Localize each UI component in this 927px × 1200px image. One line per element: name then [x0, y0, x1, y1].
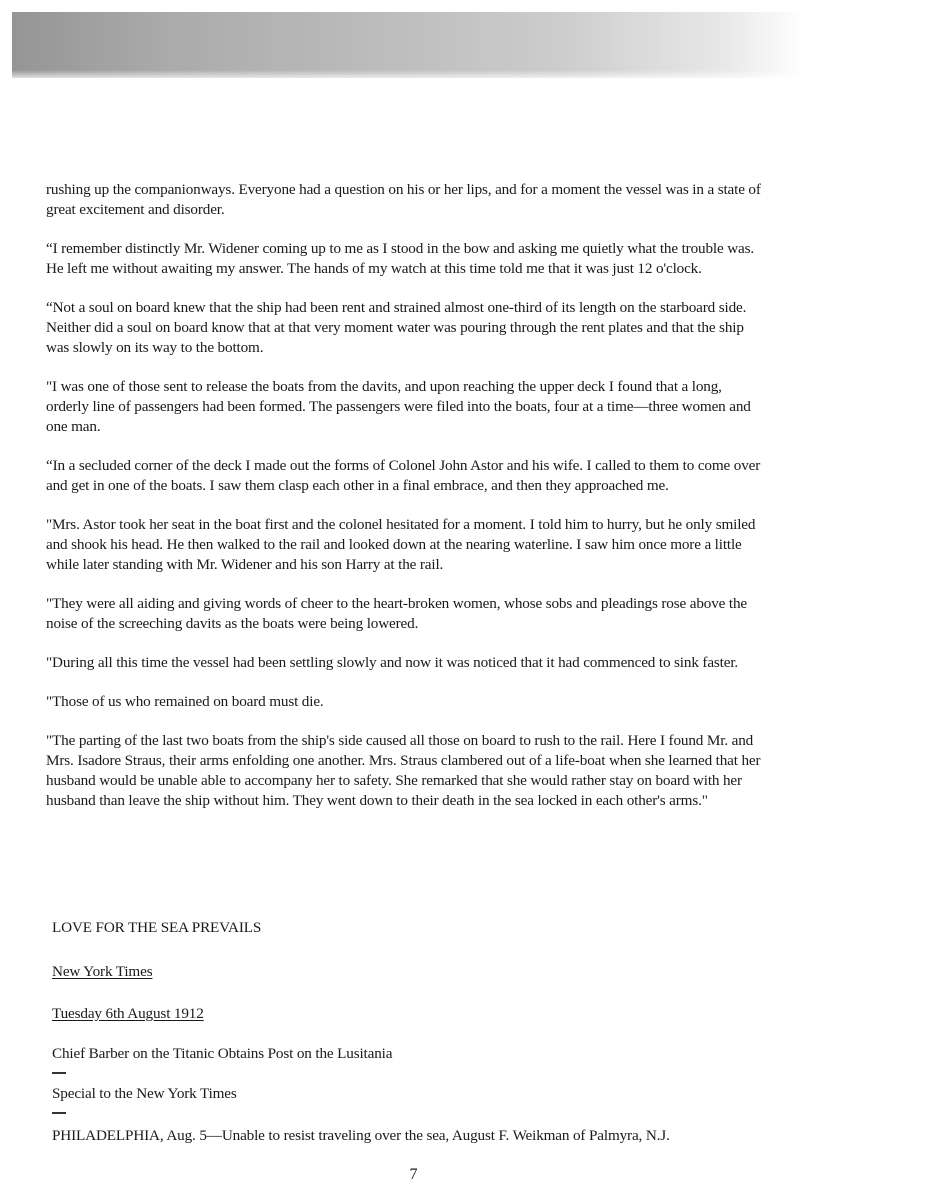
paragraph-9: "Those of us who remained on board must die. [46, 693, 324, 710]
separator-dash [52, 1072, 66, 1074]
source-name: New York Times [52, 963, 153, 980]
paragraph-1: rushing up the companionways. Everyone had a question on his or her lips, and for a moment the vessel was in a state of great excitement and disorder. [46, 181, 761, 218]
paragraph-5: “In a secluded corner of the deck I made out the forms of Colonel John Astor and his wife. I called to them to come over and get in one of the boats. I saw them clasp each other in a final embrace, and then they approached me. [46, 457, 761, 494]
article-byline: Special to the New York Times [52, 1085, 237, 1102]
article-date: Tuesday 6th August 1912 [52, 1005, 204, 1022]
paragraph-2: “I remember distinctly Mr. Widener coming up to me as I stood in the bow and asking me quietly what the trouble was. He left me without awaiting my answer. The hands of my watch at this time told me that it was just 12 o'clock. [46, 240, 755, 277]
paragraph-7: "They were all aiding and giving words of cheer to the heart-broken women, whose sobs and pleadings rose above the noise of the screeching davits as the boats were being lowered. [46, 595, 748, 632]
paragraph-3: “Not a soul on board knew that the ship had been rent and strained almost one-third of its length on the starboard side. Neither did a soul on board know that at that very moment water was pouring through the rent plates and that the ship was slowly on its way to the bottom. [46, 299, 747, 356]
article-body [46, 180, 766, 830]
page-number: 7 [409, 1166, 418, 1183]
scan-shadow [12, 12, 802, 78]
separator-dash [52, 1112, 66, 1114]
article-dateline: PHILADELPHIA, Aug. 5—Unable to resist traveling over the sea, August F. Weikman of Palmyra, N.J. [52, 1127, 670, 1144]
paragraph-10: "The parting of the last two boats from the ship's side caused all those on board to rush to the rail. Here I found Mr. and Mrs. Isadore Straus, their arms enfolding one another. Mrs. Straus clambered out of a life-boat when she learned that her husband would be unable able to accompany her to safety. She remarked that she would rather stay on board with her husband than leave the ship without him. They went down to their death in the sea locked in each other's arms." [46, 732, 761, 809]
paragraph-8: "During all this time the vessel had been settling slowly and now it was noticed that it had commenced to sink faster. [46, 654, 739, 671]
article-headline: Chief Barber on the Titanic Obtains Post on the Lusitania [52, 1045, 393, 1062]
paragraph-4: "I was one of those sent to release the boats from the davits, and upon reaching the upper deck I found that a long, orderly line of passengers had been formed. The passengers were filed into the boats, four at a time—three women and one man. [46, 378, 751, 435]
paragraph-6: "Mrs. Astor took her seat in the boat first and the colonel hesitated for a moment. I told him to hurry, but he only smiled and shook his head. He then walked to the rail and looked down at the nearing waterline. I saw him once more a little while later standing with Mr. Widener and his son Harry at the rail. [46, 516, 756, 573]
section-heading: LOVE FOR THE SEA PREVAILS [52, 919, 262, 936]
